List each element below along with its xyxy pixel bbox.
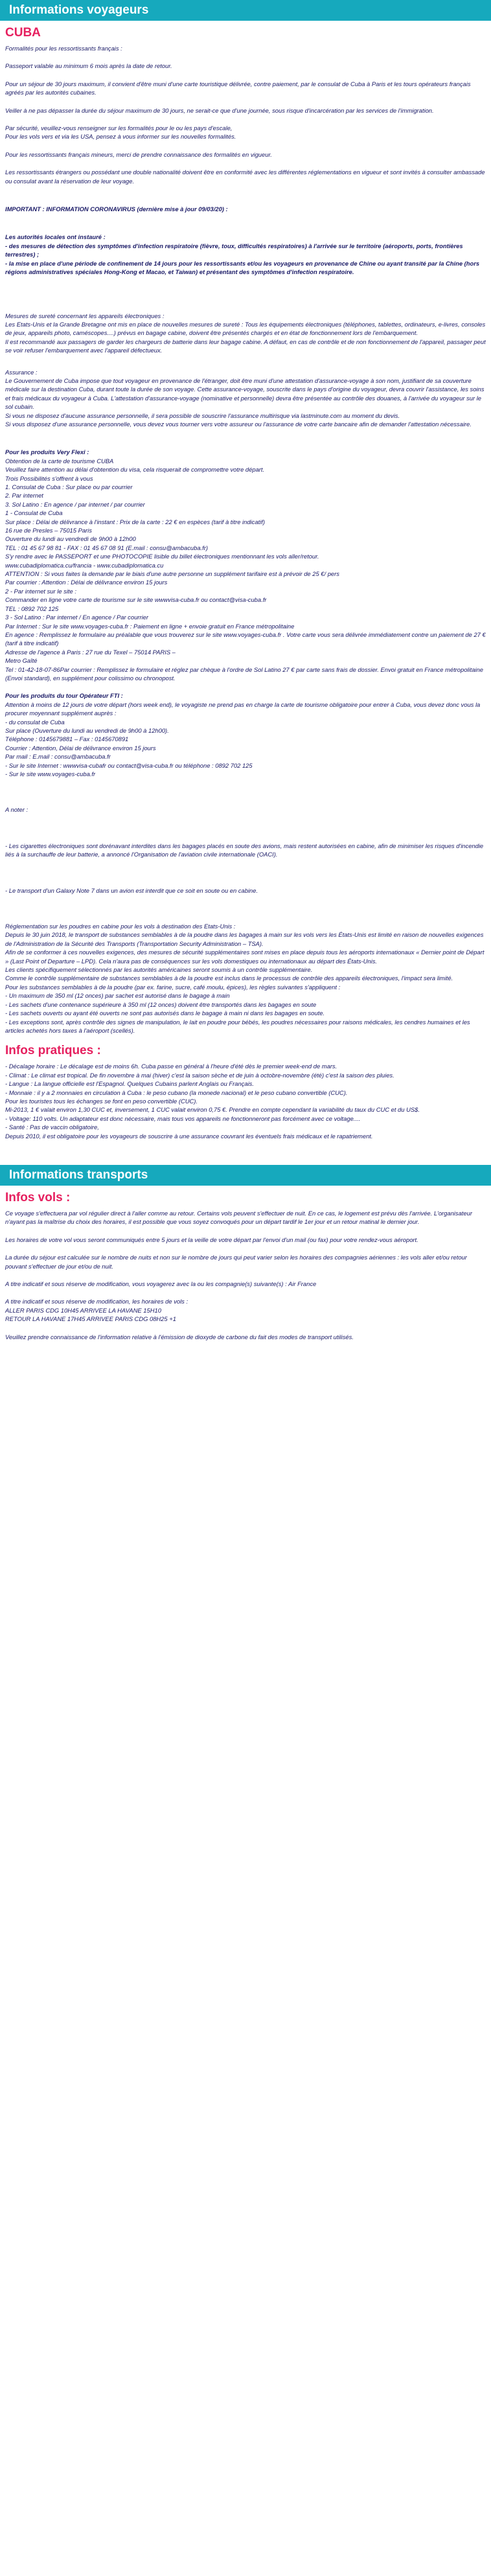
visa-body: Obtention de la carte de tourisme CUBA Veuillez faire attention au délai d'obtention du visa, cela risquerait de compromettre votre départ. Trois Possibilités s'offrent à vous 1. Consulat de Cuba : Sur place ou par courrier 2. Par internet 3. Sol Latino : En agence / par internet / par courrier 1 - Consulat de Cuba Sur place : Délai de délivrance à l'instant : Prix de la carte : 22 € en espèces (tarif à titre indicatif) 16 rue de Presles – 75015 Paris Ouverture du lundi au vendredi de 9h00 à 12h00 TEL : 01 45 67 98 81 - FAX : 01 45 67 08 91 (E.mail : consu@ambacuba.fr) S'y rendre avec le PASSEPORT et une PHOTOCOPIE lisible du billet électroniques mentionnant les vols aller/retour. www.cubadiplomatica.cu/francia - www.cubadiplomatica.cu ATTENTION : Si vous faites la demande par le biais d'une autre personne un supplément tarifaire est à prévoir de 25 €/ pers Par courrier : Attention : Délai de délivrance environ 15 jours 2 - Par internet sur le site : Commander en ligne votre carte de tourisme sur le site wwwvisa-cuba.fr ou contact@visa-cuba.fr TEL : 0892 702 125 3 - Sol Latino : Par internet / En agence / Par courrier Par Internet : Sur le site www.voyages-cuba.fr : Paiement en ligne + envoie gratuit en France métropolitaine En agence : Remplissez le formulaire au préalable que vous trouverez sur le site www.voyages-cuba.fr . Votre carte vous sera délivrée immédiatement contre un paiement de 27 € (tarif à titre indicatif) Adresse de l'agence à Paris : 27 rue du Texel – 75014 PARIS – Metro Gaîté Tel : 01-42-18-07-86Par courrier : Remplissez le formulaire et réglez par chèque à l'ordre de Sol Latino 27 € par carte sans frais de dossier. Envoi gratuit en France métropolitaine (Envoi standard), en supplément pour colissimo ou chronopost. bbox=[5, 457, 486, 682]
para-etrangers: Les ressortissants étrangers ou possédant une double nationalité doivent être en conformité avec les différentes réglementations en vigueur et sont invités à consulter ambassade ou consulat avant la réservation de leur voyage. bbox=[5, 168, 485, 185]
important-title: IMPORTANT : INFORMATION CORONAVIRUS (dernière mise à jour 09/03/20) : bbox=[5, 205, 228, 213]
para-duree: Veiller à ne pas dépasser la durée du séjour maximum de 30 jours, ne serait-ce que d'une journée, sous risque d'incarcération par les services de l'immigration. bbox=[5, 106, 434, 114]
para-sejour: Pour un séjour de 30 jours maximum, il convient d'être muni d'une carte touristique délivrée, contre paiement, par le consulat de Cuba à Paris et les tours opérateurs français agréés par les autorités cubaines. bbox=[5, 80, 471, 97]
para-mineurs: Pour les ressortissants français mineurs, merci de prendre connaissance des formalités en vigueur. bbox=[5, 150, 272, 158]
cuba-title: CUBA bbox=[5, 26, 41, 40]
para-formalites: Formalités pour les ressortissants français : bbox=[5, 45, 122, 52]
section-voyageurs bbox=[0, 26, 491, 1155]
vols-title: Infos vols : bbox=[5, 1190, 71, 1204]
para-cigarettes: - Les cigarettes électroniques sont dorénavant interdites dans les bagages placés en soute des avions, mais restent autorisées en cabine, afin de minimiser les risques d'incendie liés à la surchauffe de leur batterie, a annoncé l'Organisation de l'aviation civile internationale (OACI). bbox=[5, 842, 484, 858]
para-assurance: Assurance : Le Gouvernement de Cuba impose que tout voyageur en provenance de l'étranger, doit être muni d'une attestation d'assurance-voyage à son nom, justifiant de sa couverture médicale sur la destination Cuba, durant toute la durée de son voyage. Cette assurance-voyage, souscrite dans le pays d'origine du voyageur, devra couvrir l'assistance, les soins et frais médicaux du voyageur à Cuba. L'attestation d'assurance-voyage (nominative et personnelle) devra être présentée au contrôle des douanes, à l'arrivée du voyageur sur le sol cubain. Si vous ne disposez d'aucune assurance personnelle, il sera possible de souscrire l'assurance multirisque via lastminute.com au moment du devis. Si vous disposez d'une assurance personnelle, vous devez vous tourner vers votre assureur ou l'assurance de votre carte bancaire afin de demander l'attestation nécessaire. bbox=[5, 368, 485, 428]
important-body: Les autorités locales ont instauré : - des mesures de détection des symptômes d'infection respiratoire (fièvre, toux, difficultés respiratoires) à l'arrivée sur le territoire (aéroports, ports, frontières terrestres) ; - la mise en place d'une période de confinement de 14 jours pour les ressortissants et/ou les voyageurs en provenance de Chine ou ayant transité par la Chine (hors régions administratives spéciales Hong-Kong et Macao, et Taiwan) et présentant des symptômes d'infection respiratoire. bbox=[5, 233, 480, 276]
para-co2: Veuillez prendre connaissance de l'information relative à l'émission de dioxyde de carbone du fait des modes de transport utilisés. bbox=[5, 1333, 354, 1340]
pratiques-title: Infos pratiques : bbox=[5, 1044, 101, 1058]
para-escale: Par sécurité, veuillez-vous renseigner sur les formalités pour le ou les pays d'escale, Pour les vols vers et via les USA, pensez à vous informer sur les nouvelles formalités. bbox=[5, 124, 236, 141]
a-noter: A noter : bbox=[5, 806, 29, 814]
para-compagnie: A titre indicatif et sous réserve de modification, vous voyagerez avec la ou les compagnie(s) suivante(s) : Air France bbox=[5, 1280, 317, 1287]
banner-voyageurs: Informations voyageurs bbox=[0, 0, 491, 21]
banner-transports: Informations transports bbox=[0, 1165, 491, 1186]
section-transports bbox=[0, 1191, 491, 1355]
para-horaires-vols: A titre indicatif et sous réserve de modification, les horaires de vols : ALLER PARIS CDG 10H45 ARRIVEE LA HAVANE 15H10 RETOUR LA HAVANE 17H45 ARRIVEE PARIS CDG 08H25 +1 bbox=[5, 1298, 188, 1323]
visa-title: Pour les produits Very Flexi : bbox=[5, 448, 89, 456]
para-duree-nuits: La durée du séjour est calculée sur le nombre de nuits et non sur le nombre de jours qui peut varier selon les horaires des compagnies aériennes : les vols aller et/ou retour pouvant s'effectuer de jour et/ou de nuit. bbox=[5, 1254, 467, 1270]
para-galaxy: - Le transport d'un Galaxy Note 7 dans un avion est interdit que ce soit en soute ou en cabine. bbox=[5, 886, 258, 894]
para-poudres: Réglementation sur les poudres en cabine pour les vols à destination des Etats-Unis : Depuis le 30 juin 2018, le transport de substances semblables à de la poudre dans les bagages à main sur les vols vers les États-Unis est limité en raison de nouvelles exigences de l'Administration de la Sécurité des Transports (Transportation Security Administration – TSA). Afin de se conformer à ces nouvelles exigences, des mesures de sécurité supplémentaires sont mises en place depuis tous les aéroports internationaux « Dernier point de Départ » (Last Point of Departure – LPD). Cela n'aura pas de conséquences sur les vols domestiques ou internationaux au départ des États-Unis. Les clients spécifiquement sélectionnés par les autorités américaines seront soumis à un contrôle supplémentaire. Comme le contrôle supplémentaire de substances semblables à de la poudre est inclus dans le processus de contrôle des appareils électroniques, l'impact sera limité. Pour les substances semblables à de la poudre (par ex. farine, sucre, café moulu, épices), les règles suivantes s'appliquent : - Un maximum de 350 ml (12 onces) par sachet est autorisé dans le bagage à main - Les sachets d'une contenance supérieure à 350 ml (12 onces) doivent être transportés dans les bagages en soute - Les sachets ouverts ou ayant été ouverts ne sont pas autorisés dans le bagage à main ni dans les bagages en soute. - Les exceptions sont, après contrôle des signes de manipulation, le lait en poudre pour bébés, les poudres nécessaires pour raisons médicales, les cendres humaines et les articles achetés hors taxes à l'aéroport (scellés). bbox=[5, 923, 485, 1034]
para-vol-direct: Ce voyage s'effectuera par vol régulier direct à l'aller comme au retour. Certains vols peuvent s'effectuer de nuit. En ce cas, le logement est prévu dès l'arrivée. L'organisateur n'ayant pas la maîtrise du choix des horaires, il est possible que vous soyez convoqués pour un départ tardif le 1er jour et un retour matinal le dernier jour. bbox=[5, 1209, 472, 1226]
para-surete: Mesures de sureté concernant les appareils électroniques : Les Etats-Unis et la Grande Bretagne ont mis en place de nouvelles mesures de sureté : Tous les équipements électroniques (téléphones, tablettes, ordinateurs, e-livres, consoles de jeux, appareils photo, caméscopes....) prévus en bagage cabine, doivent être présentés chargés et en état de fonctionnement lors de l'embarquement. Il est recommandé aux passagers de garder les chargeurs de batterie dans leur bagage cabine. A défaut, en cas de contrôle et de non fonctionnement de l'appareil, passager peut se voir refuser l'embarquement avec l'appareil défectueux. bbox=[5, 312, 486, 354]
pratiques-body: - Décalage horaire : Le décalage est de moins 6h. Cuba passe en général à l'heure d'été dès le premier week-end de mars. - Climat : Le climat est tropical. De fin novembre à mai (hiver) c'est la saison sèche et de juin à octobre-novembre (été) c'est la saison des pluies. - Langue : La langue officielle est l'Espagnol. Quelques Cubains parlent Anglais ou Français. - Monnaie : il y a 2 monnaies en circulation à Cuba : le peso cubano (la monede nacional) et le peso cubano convertible (CUC). Pour les touristes tous les échanges se font en peso convertible (CUC). Mi-2013, 1 € valait environ 1,30 CUC et, inversement, 1 CUC valait environ 0,75 €. Prendre en compte cependant la variabilité du taux du CUC et du US$. - Voltage: 110 volts. Un adaptateur est donc nécessaire, mais tous vos appareils ne fonctionneront pas forcément avec ce voltage.... - Santé : Pas de vaccin obligatoire, Depuis 2010, il est obligatoire pour les voyageurs de souscrire à une assurance couvrant les éventuels frais médicaux et le rapatriement. bbox=[5, 1063, 420, 1140]
para-horaires-mail: Les horaires de votre vol vous seront communiqués entre 5 jours et la veille de votre départ par l'envoi d'un mail (ou fax) pour votre rendez-vous aéroport. bbox=[5, 1236, 418, 1243]
fti-title: Pour les produits du tour Opérateur FTI : bbox=[5, 692, 123, 700]
para-passeport: Passeport valable au minimum 6 mois après la date de retour. bbox=[5, 62, 172, 70]
fti-body: Attention à moins de 12 jours de votre départ (hors week end), le voyagiste ne prend pas en charge la carte de tourisme obligatoire pour entrer à Cuba, vous devez donc vous la procurer moyennant supplément auprès : - du consulat de Cuba Sur place (Ouverture du lundi au vendredi de 9h00 à 12h00). Téléphone : 0145679881 – Fax : 0145670891 Courrier : Attention, Délai de délivrance environ 15 jours Par mail : E.mail : consu@ambacuba.fr - Sur le site Internet : wwwvisa-cubafr ou contact@visa-cuba.fr ou téléphone : 0892 702 125 - Sur le site www.voyages-cuba.fr bbox=[5, 700, 481, 777]
